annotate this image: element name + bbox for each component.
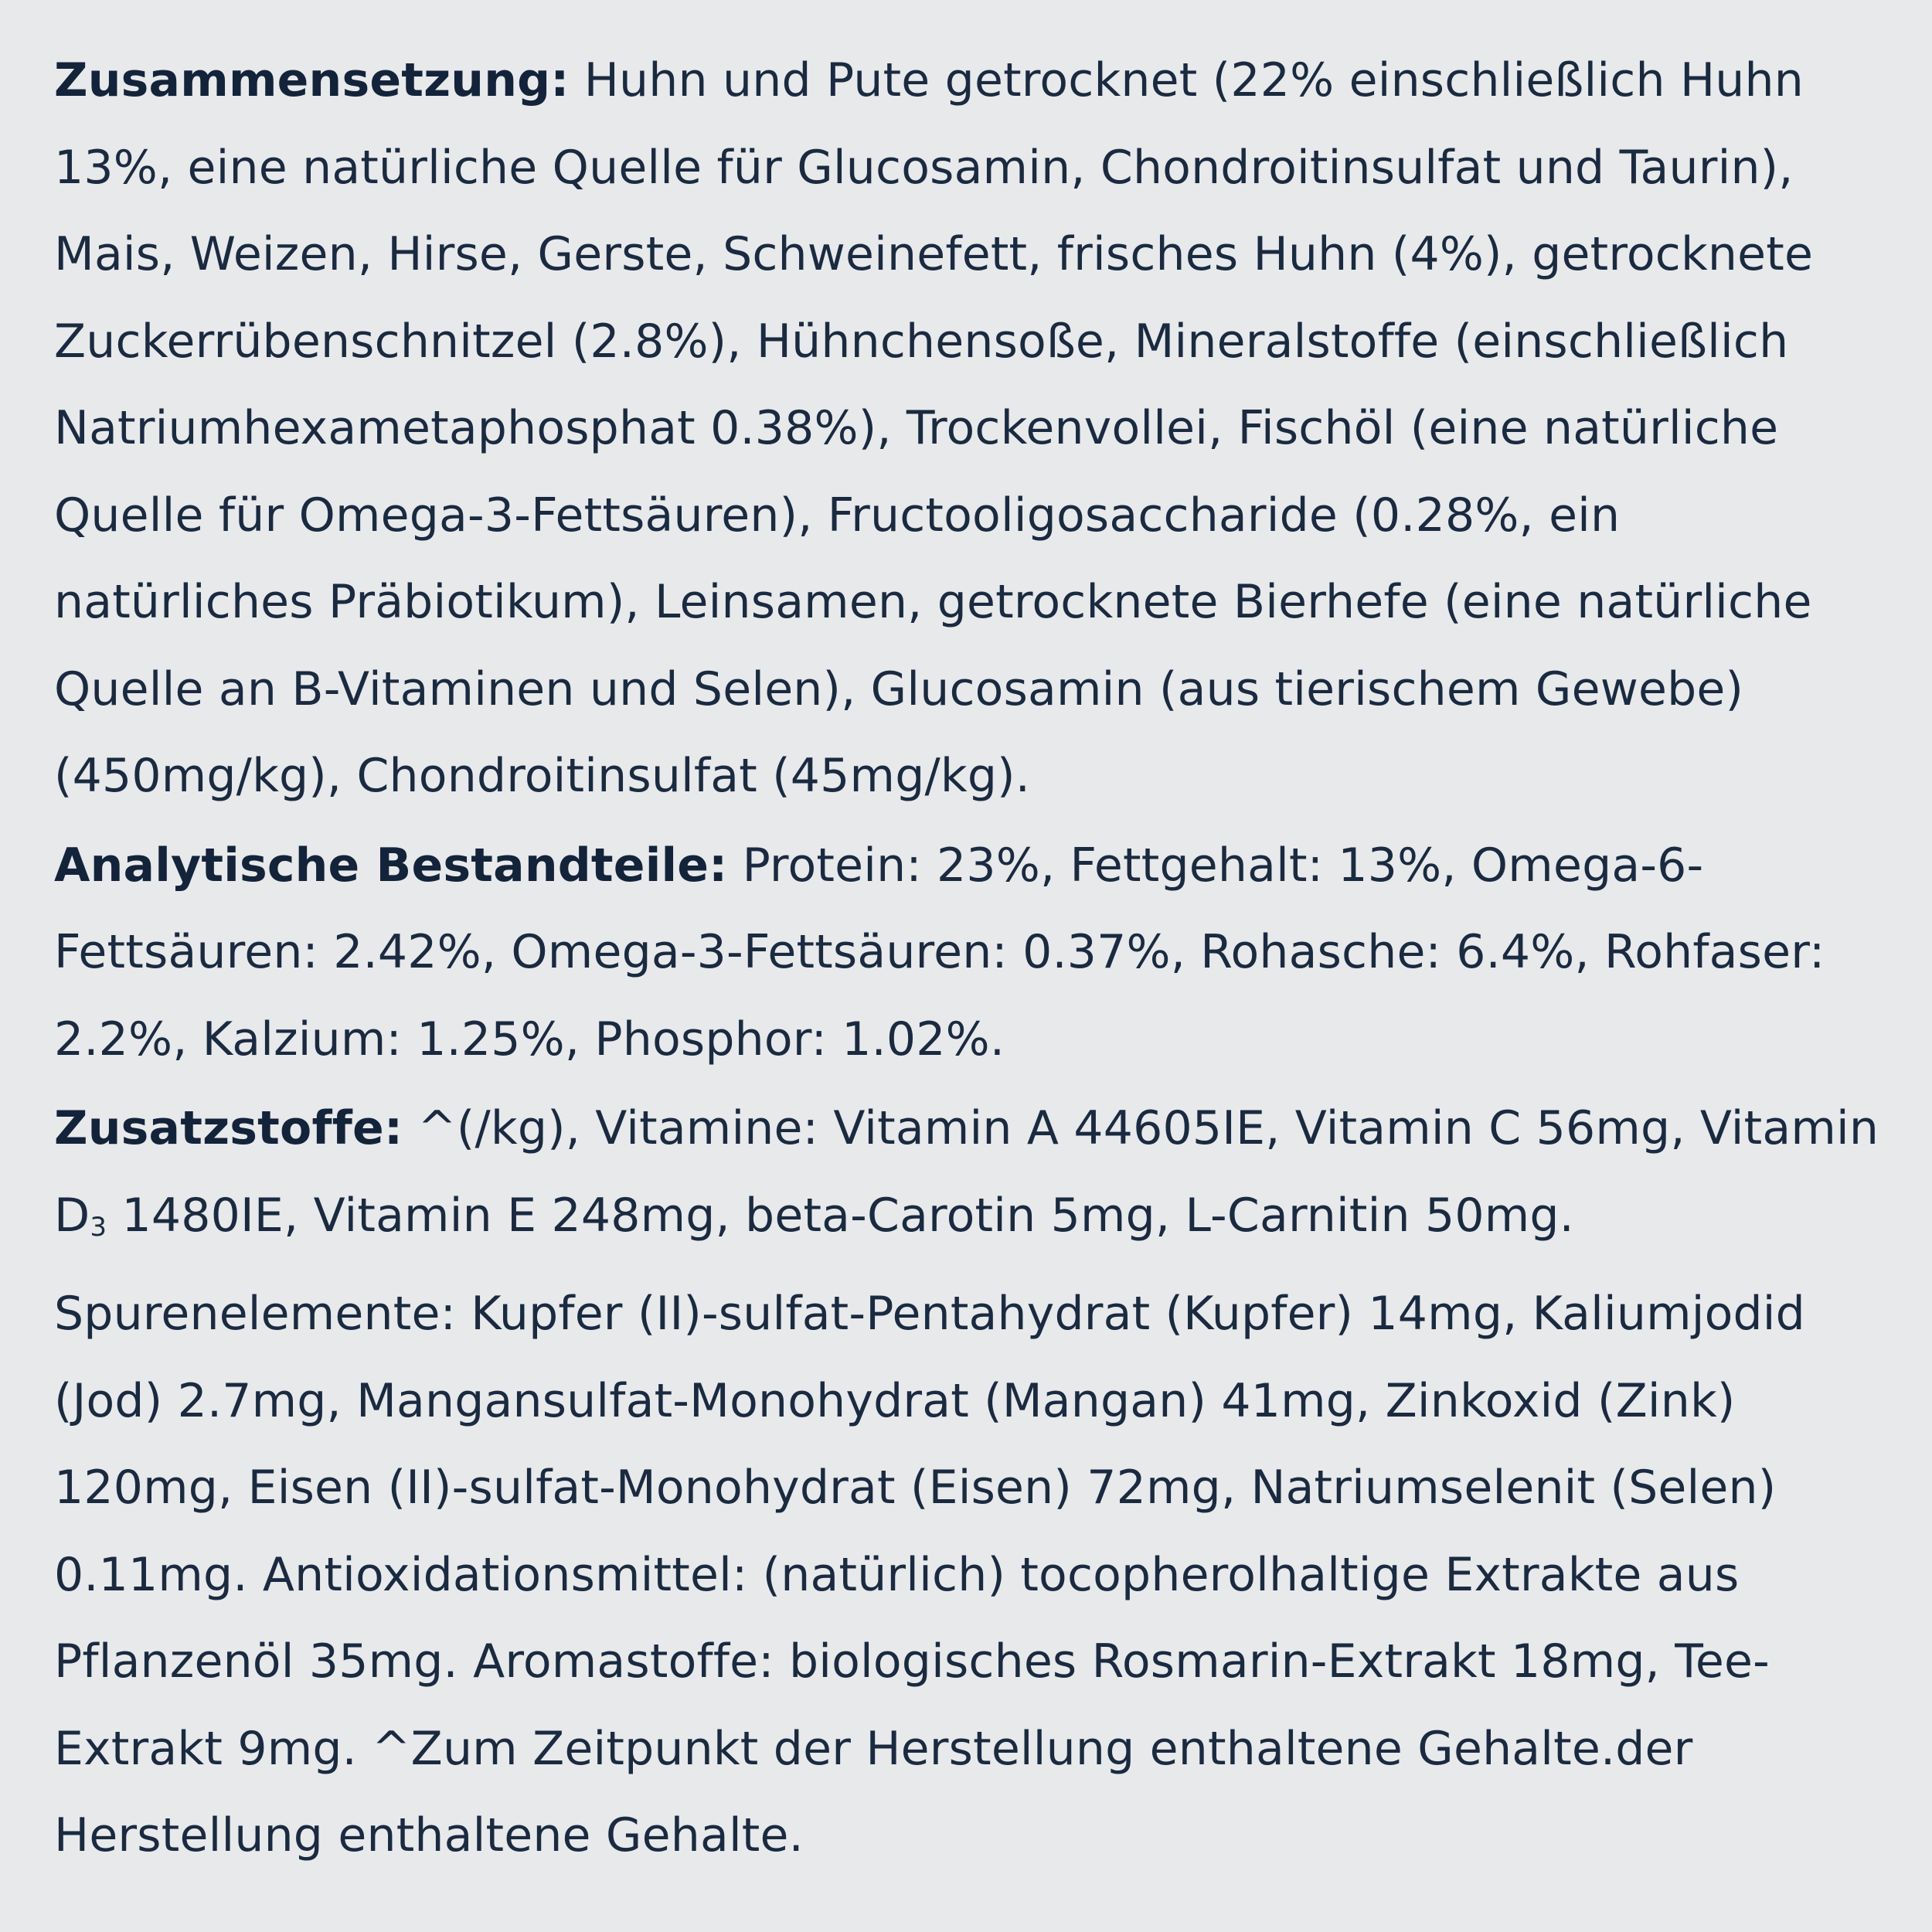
analytical-text: Protein: 23%, Fettgehalt: 13%, Omega-6-Fettsäuren: 2.42%, Omega-3-Fettsäuren: 0.37%, Rohasche: 6.4%, Rohfaser: 2.2%, Kalzium: 1.25%, Phosphor: 1.02%. — [54, 838, 1825, 1066]
ingredients-document — [54, 37, 1893, 1882]
additives-subscript: 3 — [90, 1211, 107, 1243]
analytical-heading: Analytische Bestandteile: — [54, 838, 728, 893]
additives-section — [54, 1085, 1893, 1879]
composition-text: Huhn und Pute getrocknet (22% einschließlich Huhn 13%, eine natürliche Quelle für Glucosamin, Chondroitinsulfat und Taurin), Mais, Weizen, Hirse, Gerste, Schweinefett, frisches Huhn (4%), getrocknete Zuckerrübenschnitzel (2.8%), Hühnchensoße, Mineralstoffe (einschließlich Natriumhexametaphosphat 0.38%), Trockenvollei, Fischöl (eine natürliche Quelle für Omega-3-Fettsäuren), Fructooligosaccharide (0.28%, ein natürliches Präbiotikum), Leinsamen, getrocknete Bierhefe (eine natürliche Quelle an B-Vitaminen und Selen), Glucosamin (aus tierischem Gewebe) (450mg/kg), Chondroitinsulfat (45mg/kg). — [54, 53, 1814, 803]
additives-heading: Zusatzstoffe: — [54, 1101, 403, 1155]
composition-section — [54, 37, 1893, 820]
additives-text-part2: 1480IE, Vitamin E 248mg, beta-Carotin 5mg, L-Carnitin 50mg. Spurenelemente: Kupfer (II)-sulfat-Pentahydrat (Kupfer) 14mg, Kaliumjodid (Jod) 2.7mg, Mangansulfat-Monohydrat (Mangan) 41mg, Zinkoxid (Zink) 120mg, Eisen (II)-sulfat-Monohydrat (Eisen) 72mg, Natriumselenit (Selen) 0.11mg. Antioxidationsmittel: (natürlich) tocopherolhaltige Extrakte aus Pflanzenöl 35mg. Aromastoffe: biologisches Rosmarin-Extrakt 18mg, Tee-Extrakt 9mg. ^Zum Zeitpunkt der Herstellung enthaltene Gehalte.der Herstellung enthaltene Gehalte. — [54, 1188, 1805, 1862]
additives-text-part1: ^(/kg), Vitamine: Vitamin A 44605IE, Vitamin C 56mg, Vitamin D — [54, 1101, 1879, 1243]
composition-heading: Zusammensetzung: — [54, 53, 570, 107]
analytical-section — [54, 822, 1893, 1083]
